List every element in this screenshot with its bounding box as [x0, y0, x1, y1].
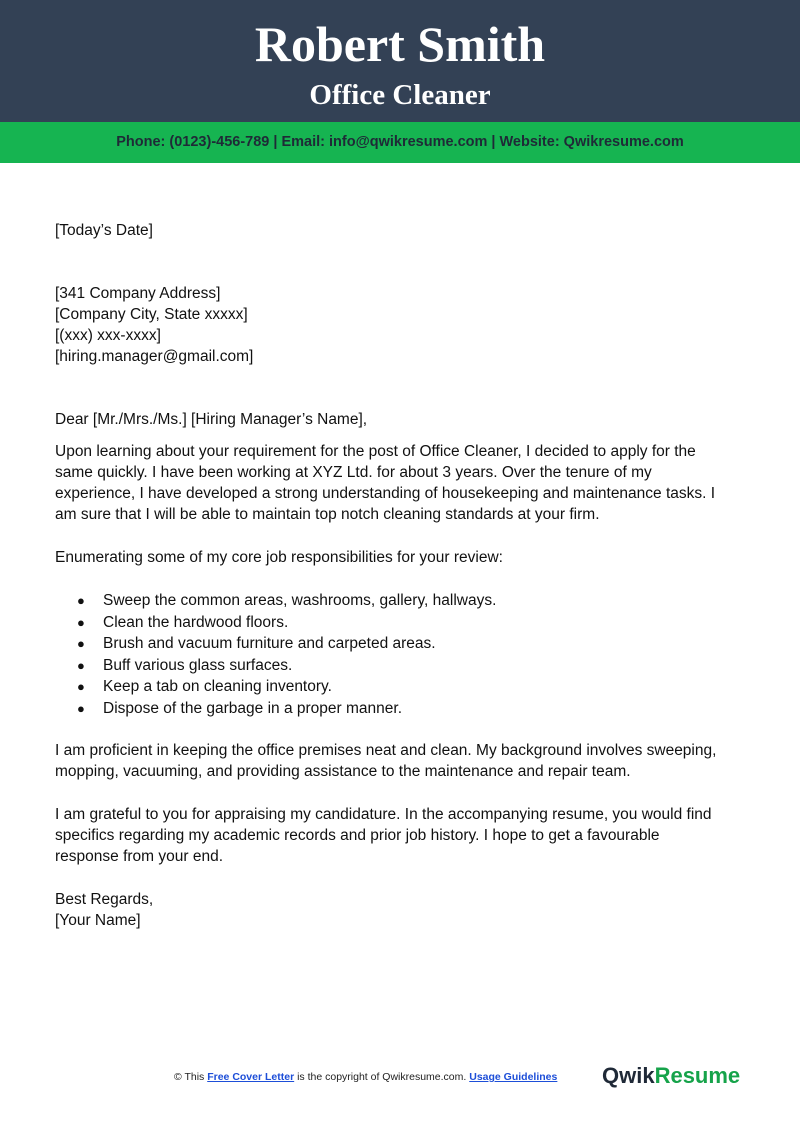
intro-line: am sure that I will be able to maintain top notch cleaning standards at your firm.: [55, 506, 600, 523]
qwikresume-logo: QwikResume: [602, 1063, 741, 1088]
proficiency-line: I am proficient in keeping the office premises neat and clean. My background involves sweeping,: [55, 742, 717, 759]
closing-line: I am grateful to you for appraising my candidature. In the accompanying resume, you would find: [55, 806, 712, 823]
usage-guidelines-link[interactable]: Usage Guidelines: [469, 1071, 558, 1083]
closing-line: specifics regarding my academic records and prior job history. I hope to get a favourable: [55, 827, 660, 844]
responsibilities-intro: Enumerating some of my core job responsibilities for your review:: [55, 549, 503, 566]
letter-date: [Today’s Date]: [55, 222, 153, 239]
free-cover-letter-link[interactable]: Free Cover Letter: [207, 1071, 295, 1083]
list-item: ● Dispose of the garbage in a proper manner.: [55, 698, 755, 720]
intro-paragraph: [55, 441, 755, 525]
list-item: ● Keep a tab on cleaning inventory.: [55, 676, 755, 698]
header-banner: [0, 0, 800, 122]
recipient-address: [341 Company Address]: [55, 285, 221, 302]
recipient-email: [hiring.manager@gmail.com]: [55, 348, 254, 365]
sign-off-block: [55, 889, 755, 931]
intro-line: same quickly. I have been working at XYZ Ltd. for about 3 years. Over the tenure of my: [55, 464, 652, 481]
bullet-icon: ●: [77, 700, 85, 716]
bullet-icon: ●: [77, 614, 85, 630]
proficiency-line: mopping, vacuuming, and providing assistance to the maintenance and repair team.: [55, 763, 631, 780]
proficiency-paragraph: [55, 740, 755, 782]
list-item: ● Brush and vacuum furniture and carpeted areas.: [55, 633, 755, 655]
closing-paragraph: [55, 804, 755, 867]
recipient-city: [Company City, State xxxxx]: [55, 306, 248, 323]
list-item: ● Clean the hardwood floors.: [55, 612, 755, 634]
bullet-icon: ●: [77, 636, 85, 651]
contact-line: Phone: (0123)-456-789 | Email: info@qwikresume.com | Website: Qwikresume.com: [116, 134, 684, 150]
bullet-icon: ●: [77, 657, 85, 673]
intro-line: Upon learning about your requirement for the post of Office Cleaner, I decided to apply for the: [55, 443, 696, 460]
job-title: Office Cleaner: [309, 79, 491, 111]
responsibilities-list: [55, 590, 755, 719]
intro-line: experience, I have developed a strong understanding of housekeeping and maintenance tasks. I: [55, 485, 716, 502]
applicant-name: Robert Smith: [254, 16, 546, 72]
signature: [Your Name]: [55, 912, 141, 929]
recipient-phone: [(xxx) xxx-xxxx]: [55, 327, 161, 344]
bullet-icon: ●: [77, 593, 85, 608]
recipient-block: [55, 283, 755, 367]
salutation: Dear [Mr./Mrs./Ms.] [Hiring Manager’s Name],: [55, 411, 368, 428]
sign-off: Best Regards,: [55, 891, 154, 908]
list-item: ● Sweep the common areas, washrooms, gallery, hallways.: [55, 590, 755, 612]
copyright-note: © This Free Cover Letter is the copyright of Qwikresume.com. Usage Guidelines: [174, 1071, 558, 1083]
bullet-icon: ●: [77, 679, 85, 694]
closing-line: response from your end.: [55, 848, 224, 865]
contact-bar: [0, 122, 800, 163]
list-item: ● Buff various glass surfaces.: [55, 655, 755, 677]
